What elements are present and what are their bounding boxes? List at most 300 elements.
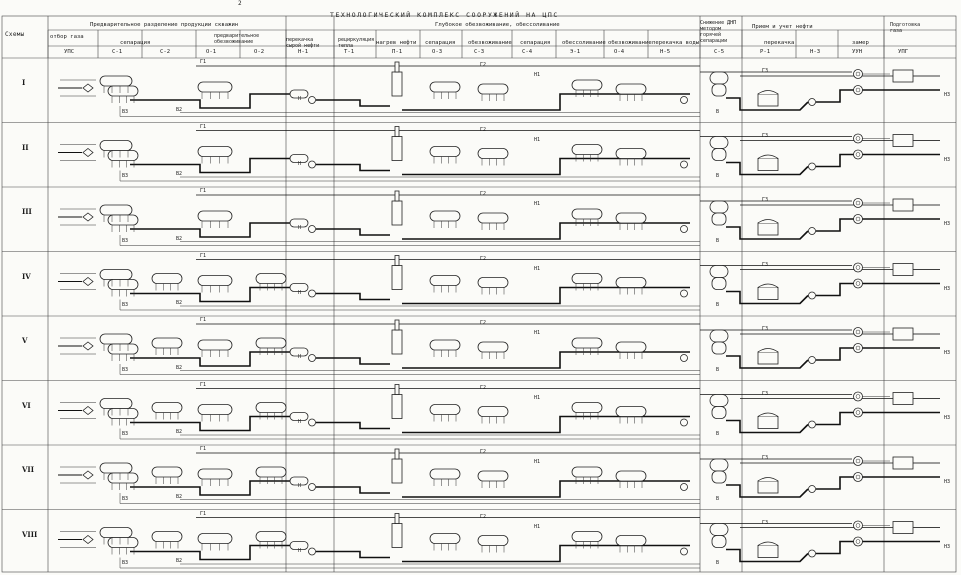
stream-label: Г1 <box>200 59 207 65</box>
stream-label: Н3 <box>944 543 951 550</box>
separator-vessel <box>616 149 646 159</box>
stream-label: В2 <box>176 364 183 371</box>
heater <box>392 72 402 96</box>
separator-vessel <box>430 82 460 92</box>
header-dewater: обезвоживание <box>468 40 512 46</box>
stream-label: Г2 <box>480 255 487 262</box>
oil-main-pipe <box>316 423 390 429</box>
separator-vessel <box>430 405 460 415</box>
equipment-code-label: Н-5 <box>660 49 671 55</box>
oil-main-pipe <box>316 358 390 364</box>
separator-vessel <box>152 403 182 413</box>
diagram-title: ТЕХНОЛОГИЧЕСКИЙ КОМПЛЕКС СООРУЖЕНИЙ НА ЦПС <box>330 11 559 19</box>
pump <box>309 548 316 555</box>
equipment-code-label: Н-3 <box>810 49 821 55</box>
pump <box>309 419 316 426</box>
storage-tank <box>758 352 778 364</box>
stream-label: Н3 <box>944 156 951 163</box>
pump <box>681 419 688 426</box>
header-group-gas: Подготовка газа <box>890 22 921 34</box>
stream-label: В3 <box>122 431 129 437</box>
oil-main-pipe <box>402 288 690 304</box>
stream-label: В2 <box>176 558 183 564</box>
flow-meter <box>854 457 863 466</box>
inlet-valve <box>83 407 93 415</box>
oil-main-pipe <box>816 542 940 554</box>
pump <box>809 292 816 299</box>
stream-label: Г2 <box>480 513 487 520</box>
heater-stack <box>395 514 399 524</box>
separator-vessel <box>100 270 132 280</box>
oil-main-pipe <box>316 552 390 558</box>
hot-separator <box>712 342 726 354</box>
stream-label: Н1 <box>534 330 541 336</box>
stream-label: В3 <box>122 173 129 179</box>
stream-label: В <box>716 237 720 244</box>
flow-meter <box>854 134 863 143</box>
separator-vessel <box>100 528 132 538</box>
stream-label: В2 <box>176 235 183 242</box>
header-separation-2: сепарация <box>425 40 456 46</box>
inlet-valve <box>83 342 93 350</box>
stream-label: Г1 <box>200 510 207 517</box>
separator-vessel <box>616 213 646 223</box>
equipment-code-label: Р-1 <box>760 49 771 55</box>
heater <box>392 137 402 161</box>
stream-label: Г2 <box>480 126 487 133</box>
stream-label: Г2 <box>480 449 487 455</box>
header-pump-crude: перекачка сырой нефти <box>286 37 320 49</box>
scheme-row-label: IV <box>22 271 31 281</box>
equipment-code-label: Э-1 <box>570 49 581 55</box>
equipment-code-label: С-3 <box>474 49 485 55</box>
stream-label: В3 <box>122 108 129 115</box>
header-separation-3: сепарация <box>520 40 551 46</box>
separator-vessel <box>478 213 508 223</box>
separator-vessel <box>478 149 508 159</box>
oil-main-pipe <box>816 477 940 489</box>
storage-tank <box>758 94 778 106</box>
separator-vessel <box>100 399 132 409</box>
gas-unit <box>893 328 913 340</box>
oil-main-pipe <box>816 413 940 425</box>
separator-vessel <box>108 86 138 96</box>
separator-vessel <box>616 407 646 417</box>
separator-vessel <box>100 463 132 473</box>
stream-label: Н3 <box>944 479 951 485</box>
stream-label: Н <box>298 225 302 231</box>
storage-tank <box>758 223 778 235</box>
separator-vessel <box>478 407 508 417</box>
heater-stack <box>395 449 399 459</box>
inlet-valve <box>83 536 93 544</box>
pump <box>309 161 316 168</box>
separator-vessel <box>198 211 232 221</box>
separator-vessel <box>256 532 286 542</box>
stream-label: В3 <box>122 560 129 566</box>
heater <box>392 459 402 483</box>
oil-main-pipe <box>316 100 390 106</box>
equipment-code-label: О-3 <box>432 49 443 55</box>
gas-unit <box>893 457 913 469</box>
pump <box>681 355 688 362</box>
heater <box>392 395 402 419</box>
pump <box>809 486 816 493</box>
tank-roof <box>758 155 778 159</box>
stream-label: Н1 <box>534 459 541 465</box>
separator-vessel <box>572 403 602 413</box>
header-recirc: рециркуляция тепла <box>338 37 375 49</box>
header-group-deep: Глубокое обезвоживание, обессоливание <box>435 22 560 28</box>
flow-meter <box>854 279 863 288</box>
hot-separator <box>710 72 728 84</box>
stream-label: Г3 <box>762 519 769 526</box>
oil-main-pipe <box>402 159 690 175</box>
separator-vessel <box>430 534 460 544</box>
inlet-valve <box>83 84 93 92</box>
stream-label: В2 <box>176 429 183 435</box>
gas-unit <box>893 70 913 82</box>
separator-vessel <box>198 147 232 157</box>
tank-roof <box>758 91 778 95</box>
equipment-code-label: Т-1 <box>344 49 355 55</box>
heater <box>392 266 402 290</box>
hot-separator <box>712 149 726 161</box>
stream-label: В <box>716 495 720 502</box>
flow-meter <box>854 70 863 79</box>
header-pre-dewater: предварительное обезвоживание <box>214 33 260 45</box>
pump <box>681 548 688 555</box>
scheme-row-label: VII <box>22 465 34 474</box>
stream-label: В <box>716 173 720 179</box>
stream-label: Н <box>298 354 302 360</box>
separator-vessel <box>198 276 232 286</box>
gas-unit <box>893 199 913 211</box>
separator-vessel <box>198 82 232 92</box>
equipment-code-label: С-4 <box>522 49 533 55</box>
separator-vessel <box>198 340 232 350</box>
header-schemes: Схемы <box>5 31 25 38</box>
oil-main-pipe <box>816 348 940 360</box>
equipment-code-label: С-2 <box>160 49 171 55</box>
pump <box>309 290 316 297</box>
stream-label: В3 <box>122 366 129 373</box>
stream-label: Н1 <box>534 201 541 207</box>
stream-label: Г1 <box>200 123 207 130</box>
stream-label: В2 <box>176 300 183 306</box>
gas-unit <box>893 522 913 534</box>
stream-label: Г2 <box>480 320 487 326</box>
scheme-row-label: I <box>22 78 26 87</box>
pump <box>809 99 816 106</box>
oil-main-pipe <box>130 223 300 237</box>
separator-vessel <box>108 215 138 225</box>
gas-unit <box>893 135 913 147</box>
stream-label: В <box>716 431 720 437</box>
separator-vessel <box>616 84 646 94</box>
separator-vessel <box>152 338 182 348</box>
separator-vessel <box>572 274 602 284</box>
pump <box>809 550 816 557</box>
stream-label: Н1 <box>534 265 541 272</box>
stream-label: Н <box>298 160 302 167</box>
separator-vessel <box>430 211 460 221</box>
hot-separator <box>710 137 728 149</box>
separator-vessel <box>616 278 646 288</box>
flow-meter <box>854 408 863 417</box>
separator-vessel <box>152 274 182 284</box>
oil-main-pipe <box>316 294 390 300</box>
header-dewater-2: обезвоживание <box>608 40 652 46</box>
equipment-code-label: УПС <box>64 49 75 55</box>
separator-vessel <box>152 467 182 477</box>
hot-separator <box>710 395 728 407</box>
stream-label: Н1 <box>534 72 541 78</box>
separator-vessel <box>256 274 286 284</box>
hot-separator <box>710 524 728 536</box>
stream-label: Г1 <box>200 446 207 452</box>
flow-meter <box>854 521 863 530</box>
stream-label: Г1 <box>200 317 207 323</box>
separator-vessel <box>108 344 138 354</box>
stream-label: Н3 <box>944 350 951 356</box>
scheme-row-label: V <box>22 336 28 345</box>
separator-vessel <box>478 342 508 352</box>
stream-label: В <box>716 366 720 373</box>
equipment-code-label: О-4 <box>614 49 625 55</box>
oil-main-pipe <box>402 94 690 110</box>
header-separation: сепарация <box>120 40 151 46</box>
tank-roof <box>758 284 778 288</box>
stream-label: В <box>716 108 720 115</box>
separator-vessel <box>616 471 646 481</box>
gas-unit <box>893 393 913 405</box>
pump <box>681 484 688 491</box>
separator-vessel <box>100 334 132 344</box>
separator-vessel <box>198 469 232 479</box>
oil-main-pipe <box>130 159 300 173</box>
separator-vessel <box>256 403 286 413</box>
hot-separator <box>712 536 726 548</box>
stream-label: Н3 <box>944 414 951 421</box>
header-heat-oil: нагрев нефти <box>376 40 417 46</box>
pump <box>681 290 688 297</box>
stream-label: В <box>716 560 720 566</box>
inlet-valve <box>83 471 93 479</box>
flow-meter <box>854 328 863 337</box>
pump <box>309 226 316 233</box>
scheme-row-label: VI <box>22 400 31 410</box>
oil-main-pipe <box>816 155 940 167</box>
tank-roof <box>758 542 778 546</box>
hot-separator <box>710 459 728 471</box>
separator-vessel <box>478 471 508 481</box>
stream-label: В3 <box>122 237 129 244</box>
separator-vessel <box>108 151 138 161</box>
stream-label: Н3 <box>944 285 951 292</box>
separator-vessel <box>152 532 182 542</box>
separator-vessel <box>108 409 138 419</box>
flow-meter <box>854 392 863 401</box>
tank-roof <box>758 413 778 417</box>
separator-vessel <box>572 338 602 348</box>
heater-stack <box>395 191 399 201</box>
header-group-pre: Предварительное разделение продукции скважин <box>90 22 239 28</box>
pump <box>681 97 688 104</box>
stream-label: Н <box>298 483 302 489</box>
stream-label: В <box>716 302 720 308</box>
stream-label: Н <box>298 547 302 554</box>
oil-main-pipe <box>316 229 390 235</box>
flow-meter <box>854 199 863 208</box>
pump <box>681 161 688 168</box>
header-gas-take: отбор газа <box>50 34 84 40</box>
page-number: 2 <box>238 0 242 7</box>
oil-main-pipe <box>402 546 690 562</box>
stream-label: В3 <box>122 495 129 502</box>
separator-vessel <box>108 280 138 290</box>
heater-stack <box>395 127 399 137</box>
stream-label: Н <box>298 418 302 425</box>
oil-main-pipe <box>130 94 300 108</box>
tank-roof <box>758 478 778 482</box>
stream-label: Н3 <box>944 221 951 227</box>
separator-vessel <box>478 84 508 94</box>
hot-separator <box>712 471 726 483</box>
hot-separator <box>712 278 726 290</box>
separator-vessel <box>430 469 460 479</box>
oil-main-pipe <box>402 352 690 368</box>
header-meter: замер <box>852 40 869 46</box>
separator-vessel <box>572 467 602 477</box>
oil-main-pipe <box>816 219 940 231</box>
pump <box>809 421 816 428</box>
storage-tank <box>758 481 778 493</box>
flow-meter <box>854 150 863 159</box>
stream-label: В3 <box>122 302 129 308</box>
hot-separator <box>712 84 726 96</box>
stream-label: Н <box>298 289 302 296</box>
flow-meter <box>854 215 863 224</box>
separator-vessel <box>478 278 508 288</box>
separator-vessel <box>198 534 232 544</box>
equipment-code-label: УУН <box>852 49 863 55</box>
pump <box>309 484 316 491</box>
equipment-code-label: УПГ <box>898 49 909 55</box>
pump <box>309 355 316 362</box>
separator-vessel <box>108 473 138 483</box>
header-pump-water: перекачка воды <box>652 40 700 46</box>
heater-stack <box>395 320 399 330</box>
storage-tank <box>758 159 778 171</box>
heater-stack <box>395 62 399 72</box>
heater-stack <box>395 256 399 266</box>
equipment-code-label: О-2 <box>254 49 265 55</box>
equipment-code-label: С-5 <box>714 49 725 55</box>
separator-vessel <box>572 145 602 155</box>
stream-label: Г3 <box>762 326 769 332</box>
header-group-h2s: Снижение ДНП методом горячей сепарации <box>700 20 737 44</box>
hot-separator <box>712 213 726 225</box>
gas-unit <box>893 264 913 276</box>
separator-vessel <box>100 205 132 215</box>
stream-label: В2 <box>176 106 183 113</box>
stream-label: Г3 <box>762 197 769 203</box>
storage-tank <box>758 417 778 429</box>
heater <box>392 524 402 548</box>
separator-vessel <box>430 276 460 286</box>
storage-tank <box>758 546 778 558</box>
stream-label: Г3 <box>762 68 769 74</box>
stream-label: В2 <box>176 493 183 500</box>
oil-main-pipe <box>816 284 940 296</box>
separator-vessel <box>616 536 646 546</box>
oil-main-pipe <box>316 487 390 493</box>
stream-label: Г3 <box>762 390 769 397</box>
tank-roof <box>758 349 778 353</box>
heater-stack <box>395 385 399 395</box>
stream-label: Г2 <box>480 384 487 391</box>
scheme-row-label: III <box>22 207 32 216</box>
heater <box>392 201 402 225</box>
header-group-receive: Прием и учет нефти <box>752 24 813 30</box>
equipment-code-label: П-1 <box>392 49 403 55</box>
stream-label: Н1 <box>534 523 541 530</box>
stream-label: Г2 <box>480 191 487 197</box>
separator-vessel <box>572 209 602 219</box>
oil-main-pipe <box>402 481 690 497</box>
header-pump-oil: перекачка <box>764 40 795 46</box>
separator-vessel <box>256 467 286 477</box>
oil-main-pipe <box>402 223 690 239</box>
oil-main-pipe <box>402 417 690 433</box>
stream-label: Н3 <box>944 92 951 98</box>
hot-separator <box>710 201 728 213</box>
flow-meter <box>854 344 863 353</box>
pump <box>809 357 816 364</box>
oil-main-pipe <box>316 165 390 171</box>
stream-label: Г2 <box>480 62 487 68</box>
separator-vessel <box>100 76 132 86</box>
tank-roof <box>758 220 778 224</box>
flow-meter <box>854 86 863 95</box>
separator-vessel <box>198 405 232 415</box>
separator-vessel <box>572 532 602 542</box>
separator-vessel <box>572 80 602 90</box>
stream-label: Н1 <box>534 394 541 401</box>
header-desalting: обессоливание <box>562 40 606 46</box>
inlet-valve <box>83 213 93 221</box>
pump <box>809 163 816 170</box>
stream-label: Н <box>298 96 302 102</box>
scheme-row-label: VIII <box>22 529 38 539</box>
equipment-code-label: С-1 <box>112 49 123 55</box>
stream-label: Г3 <box>762 261 769 268</box>
inlet-valve <box>83 278 93 286</box>
pump <box>309 97 316 104</box>
stream-label: Г1 <box>200 381 207 388</box>
stream-label: Г1 <box>200 188 207 194</box>
scheme-row-label: II <box>22 142 29 152</box>
pump <box>681 226 688 233</box>
stream-label: Г3 <box>762 132 769 139</box>
oil-main-pipe <box>816 90 940 102</box>
hot-separator <box>712 407 726 419</box>
flow-meter <box>854 473 863 482</box>
hot-separator <box>710 266 728 278</box>
stream-label: Г3 <box>762 455 769 461</box>
separator-vessel <box>478 536 508 546</box>
